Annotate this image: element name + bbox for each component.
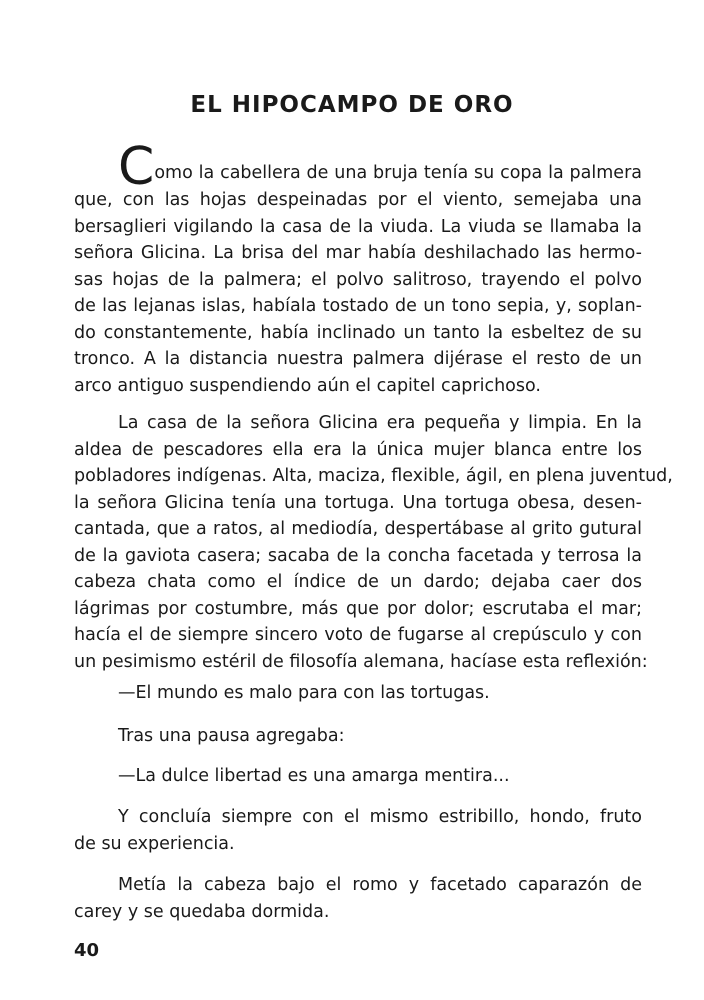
paragraph-2-line-1: La casa de la señora Glicina era pequeña y limpia. En la (118, 413, 642, 433)
dialogue-2: Tras una pausa agregaba: (118, 726, 345, 746)
paragraph-2-line-6: de la gaviota casera; sacaba de la concha facetada y terrosa la (74, 545, 642, 566)
page-number: 40 (74, 940, 100, 961)
paragraph-2-line-3: pobladores indígenas. Alta, maciza, flexible, ágil, en plena juventud, (74, 466, 673, 486)
paragraph-2-line-9: hacía el de siempre sincero voto de fugarse al crepúsculo y con (74, 625, 642, 645)
paragraph-2-line-10: un pesimismo estéril de filosofía alemana, hacíase esta reflexión: (74, 651, 648, 672)
paragraph-1-line-1: Como la cabellera de una bruja tenía su copa la palmera (118, 137, 642, 197)
paragraph-1-line-3: bersaglieri vigilando la casa de la viuda. La viuda se llamaba la (74, 216, 642, 237)
dialogue-3: —La dulce libertad es una amarga mentira... (118, 766, 510, 786)
paragraph-2-line-7: cabeza chata como el índice de un dardo; dejaba caer dos (74, 572, 642, 592)
paragraph-4-line-2: carey y se quedaba dormida. (74, 901, 330, 922)
paragraph-1-line-7: do constantemente, había inclinado un tanto la esbeltez de su (74, 322, 642, 343)
paragraph-1-line-9: arco antiguo suspendiendo aún el capitel caprichoso. (74, 375, 541, 396)
paragraph-1-line-8: tronco. A la distancia nuestra palmera dijérase el resto de un (74, 349, 642, 369)
paragraph-4-line-1: Metía la cabeza bajo el romo y facetado caparazón de (118, 875, 642, 895)
paragraph-1 (74, 137, 642, 399)
paragraph-2-line-4: la señora Glicina tenía una tortuga. Una tortuga obesa, desen- (74, 492, 642, 513)
paragraph-3-line-2: de su experiencia. (74, 833, 235, 854)
paragraph-3 (74, 804, 642, 857)
paragraph-1-line-6: de las lejanas islas, habíala tostado de un tono sepia, y, soplan- (74, 296, 642, 316)
paragraph-2-line-2: aldea de pescadores ella era la única mujer blanca entre los (74, 439, 642, 460)
chapter-title: EL HIPOCAMPO DE ORO (190, 92, 514, 118)
paragraph-2 (74, 410, 673, 675)
drop-cap: C (118, 137, 155, 197)
paragraph-4 (74, 872, 642, 925)
paragraph-1-line-2: que, con las hojas despeinadas por el viento, semejaba una (74, 190, 642, 210)
paragraph-1-line-4: señora Glicina. La brisa del mar había deshilachado las hermo- (74, 243, 642, 263)
paragraph-3-line-1: Y concluía siempre con el mismo estribillo, hondo, fruto (118, 807, 642, 827)
paragraph-1-line-5: sas hojas de la palmera; el polvo salitroso, trayendo el polvo (74, 269, 642, 290)
paragraph-2-line-5: cantada, que a ratos, al mediodía, despertábase al grito gutural (74, 519, 642, 539)
paragraph-2-line-8: lágrimas por costumbre, más que por dolor; escrutaba el mar; (74, 598, 642, 619)
dialogue-1: —El mundo es malo para con las tortugas. (118, 683, 490, 703)
